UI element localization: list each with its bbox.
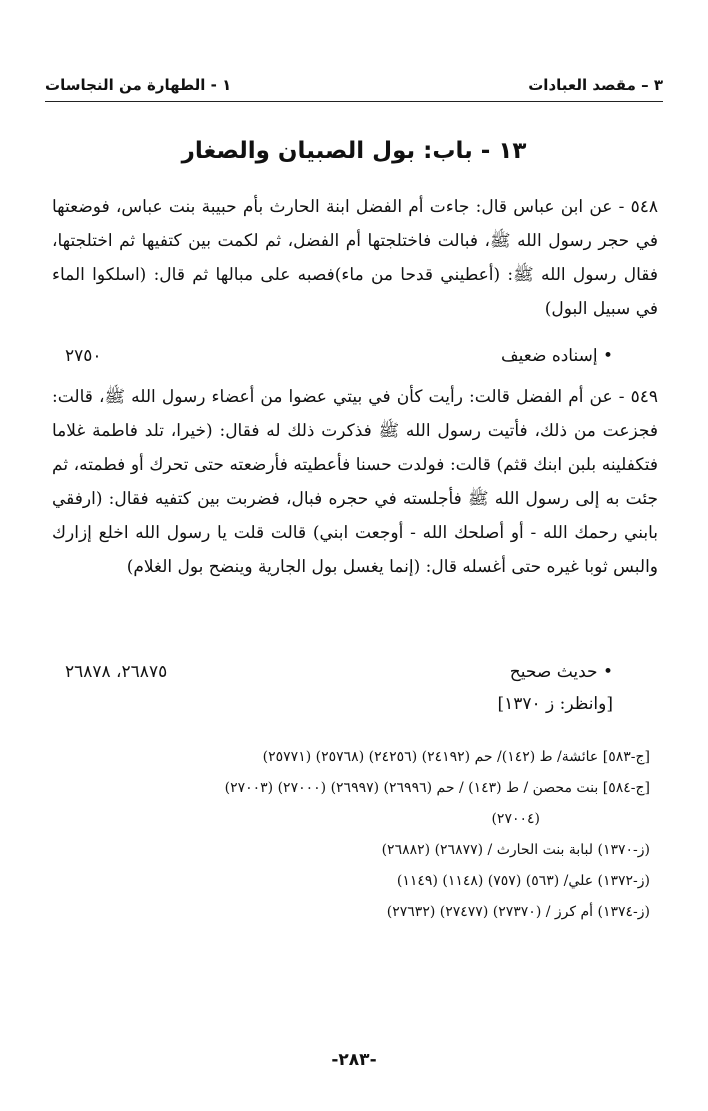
hadith-549-grade: • حديث صحيح	[509, 662, 613, 682]
hadith-549-grade-row	[65, 662, 613, 692]
footnote-line: (ز-١٣٧٢) علي/ (٥٦٣) (٧٥٧) (١١٤٨) (١١٤٩)	[396, 873, 650, 889]
footnote-line: [ج-٥٨٣] عائشة/ ط (١٤٢)/ حم (٢٤١٩٢) (٢٤٢٥٦) (٢٥٧٦٨) (٢٥٧٧١)	[262, 749, 650, 765]
hadith-548-grade-row	[65, 346, 613, 376]
hadith-548-number: ٢٧٥٠	[65, 346, 102, 366]
see-also-reference: [وانظر: ز ١٣٧٠]	[497, 694, 613, 714]
hadith-549-numbers: ٢٦٨٧٥، ٢٦٨٧٨	[65, 662, 168, 682]
header-section: ٣ – مقصد العبادات	[528, 76, 663, 94]
footnote-line: (ز-١٣٧٤) أم كرز / (٢٧٣٧٠) (٢٧٤٧٧) (٢٧٦٣٢)	[386, 904, 650, 920]
header-chapter: ١ - الطهارة من النجاسات	[45, 76, 232, 94]
footnote-line: (ز-١٣٧٠) لبابة بنت الحارث / (٢٦٨٧٧) (٢٦٨٨٢)	[381, 842, 650, 858]
page-number: -٢٨٣-	[331, 1050, 377, 1070]
running-header	[45, 72, 663, 102]
chapter-title: ١٣ - باب: بول الصبيان والصغار	[181, 138, 527, 164]
hadith-548-grade: • إسناده ضعيف	[501, 346, 613, 366]
header-divider	[45, 101, 663, 102]
footnotes	[60, 742, 650, 928]
footnote-line: [ج-٥٨٤] بنت محصن / ط (١٤٣) / حم (٢٦٩٩٦) (٢٦٩٩٧) (٢٧٠٠٠) (٢٧٠٠٣)	[224, 780, 650, 796]
hadith-549-text: ٥٤٩ - عن أم الفضل قالت: رأيت كأن في بيتي عضوا من أعضاء رسول الله ﷺ، قالت: فجزعت من ذلك، فأتيت رسول الله ﷺ فذكرت ذلك له فقال: (خيرا، تلد فاطمة غلاما فتكفلينه بلبن ابنك قثم) قالت: فولدت حسنا فأعطيته فأرضعته حتى تحرك أو فطمته، ثم جئت به إلى رسول الله ﷺ فأجلسته في حجره فبال، فضربت بين كتفيه فقال: (ارفقي بابني رحمك الله - أو أصلحك الله - أوجعت ابني) قالت قلت يا رسول الله اخلع إزارك والبس ثوبا غيره حتى أغسله قال: (إنما يغسل بول الجارية وينضح بول الغلام)	[52, 387, 658, 577]
footnote-line: (٢٧٠٠٤)	[491, 811, 540, 827]
hadith-548-text: ٥٤٨ - عن ابن عباس قال: جاءت أم الفضل ابنة الحارث بأم حبيبة بنت عباس، فوضعتها في حجر رسول الله ﷺ، فبالت فاختلجتها أم الفضل، ثم لكمت بين كتفيها ثم اختلجتها، فقال رسول الله ﷺ: (أعطيني قدحا من ماء)فصبه على مبالها ثم قال: (اسلكوا الماء في سبيل البول)	[52, 197, 658, 319]
